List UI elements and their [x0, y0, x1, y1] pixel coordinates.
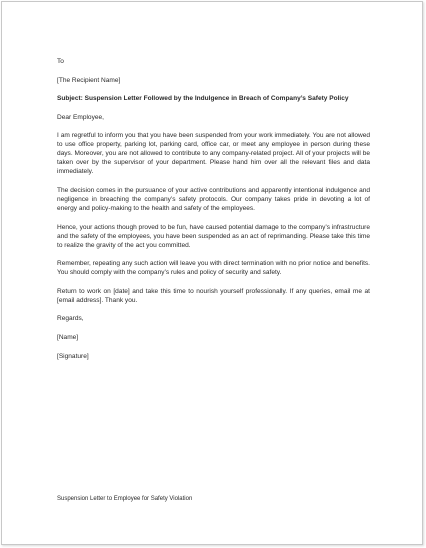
recipient-name: [The Recipient Name] [57, 76, 121, 84]
subject-line: Subject: Suspension Letter Followed by the Indulgence in Breach of Company’s Safety Policy [57, 95, 349, 103]
to-line: To [57, 58, 64, 65]
letter-body [57, 57, 370, 370]
footer-caption: Suspension Letter to Employee for Safety Violation [57, 496, 193, 502]
paragraph-3: Hence, your actions though proved to be fun, have caused potential damage to the company’s infrastructure and the safety of the employees, you have been suspended as an act of reprimanding. Please take this time to realize the gravity of the act you committed. [57, 223, 370, 249]
paragraph-4: Remember, repeating any such action will leave you with direct termination with no prior notice and benefits. You should comply with the company’s rules and policy of security and safety. [57, 260, 370, 277]
greeting: Dear Employee, [57, 113, 104, 121]
paragraph-5: Return to work on [date] and take this time to nourish yourself professionally. If any queries, email me at [email address]. Thank you. [57, 287, 370, 304]
sender-name: [Name] [57, 333, 79, 341]
closing: Regards, [57, 315, 84, 323]
paragraph-1: I am regretful to inform you that you have been suspended from your work immediately. You are not allowed to use office property, parking lot, parking card, office car, or meet any employee in person during these days. Moreover, you are not allowed to contribute to any company-related project. All of your projects will be taken over by the supervisor of your department. Please hand him over all the relevant files and data immediately. [57, 132, 370, 176]
signature: [Signature] [57, 352, 89, 360]
paragraph-2: The decision comes in the pursuance of your active contributions and apparently intentional indulgence and negligence in breaching the company’s safety protocols. Our company takes pride in devoting a lot of energy and policy-making to the health and safety of the employees. [57, 186, 370, 212]
